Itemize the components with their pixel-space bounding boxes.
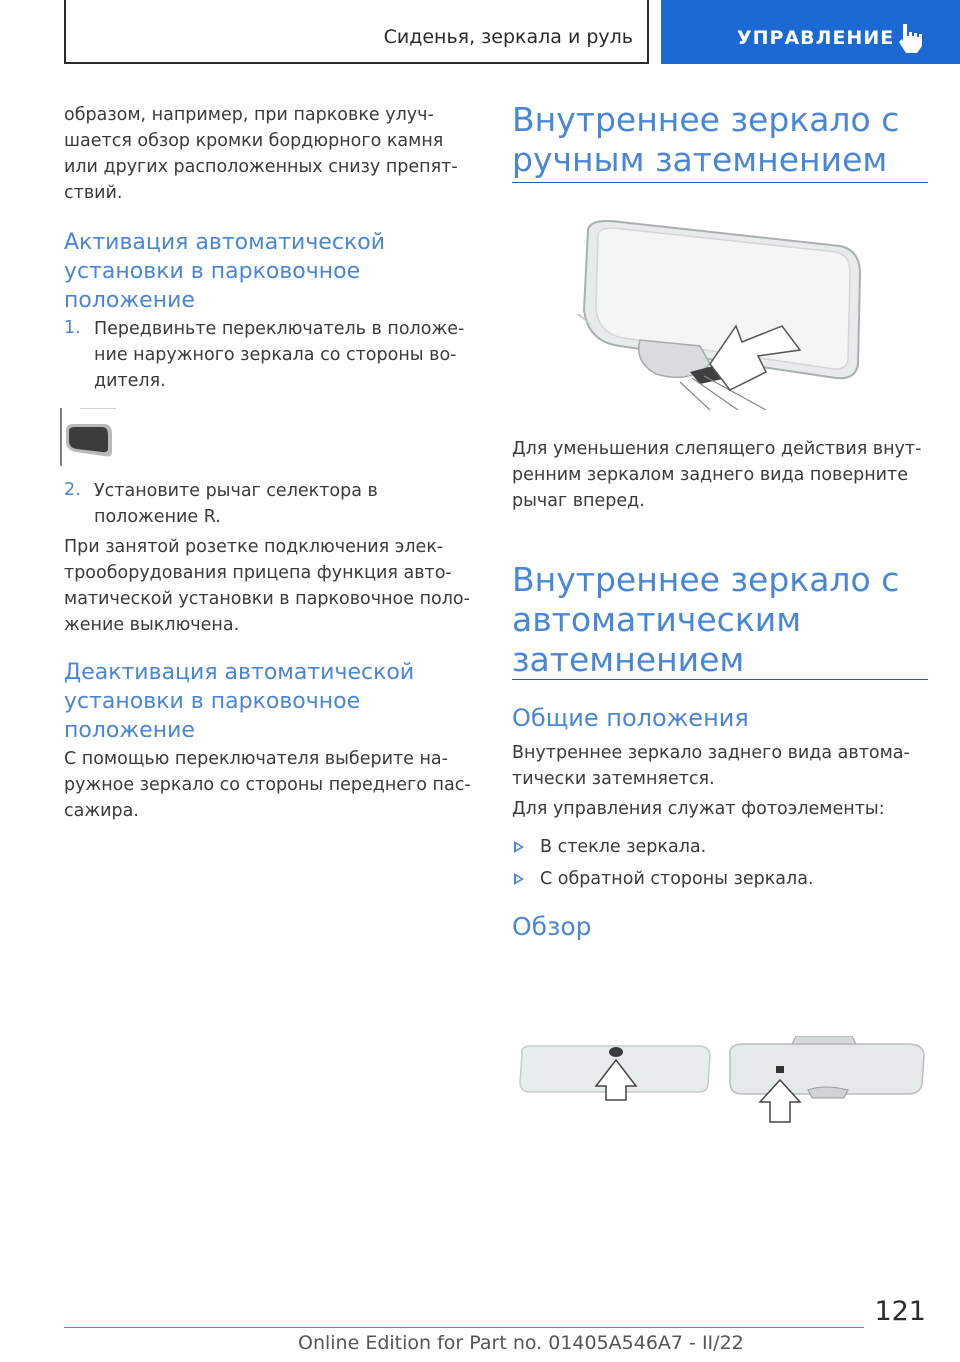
auto-mirror-front-illustration <box>512 1040 712 1130</box>
general-heading: Общие положения <box>512 704 749 732</box>
auto-mirror-heading: Внутреннее зеркало с автоматическим затемнением <box>512 560 900 679</box>
chapter-tab-label: УПРАВЛЕНИЕ <box>737 27 895 49</box>
manual-mirror-heading: Внутреннее зеркало с ручным затемнением <box>512 100 900 179</box>
intro-paragraph <box>64 102 458 206</box>
header-section-box <box>64 0 649 64</box>
section-title: Сиденья, зеркала и руль <box>383 26 633 48</box>
step-1-text: Передвиньте переключатель в положе- ние наружного зеркала со стороны во- дителя. <box>94 319 465 391</box>
intro-line: ствий. <box>64 183 123 203</box>
bullet-triangle-icon <box>514 841 524 853</box>
manual-mirror-paragraph: Для уменьшения слепящего действия внут- ренним зеркалом заднего вида поверните рычаг вперед. <box>512 439 922 511</box>
page-number: 121 <box>874 1296 926 1327</box>
manual-mirror-illustration <box>560 214 890 410</box>
intro-line: образом, например, при парковке улуч- <box>64 105 434 125</box>
step-2-text: Установите рычаг селектора в положение R. <box>94 481 378 527</box>
activation-heading: Активация автоматической установки в парковочное положение <box>64 230 385 313</box>
bullet-item: В стекле зеркала. <box>540 837 707 857</box>
bullet-item: С обратной стороны зеркала. <box>540 869 814 889</box>
deactivation-heading: Деактивация автоматической установки в парковочное положение <box>64 660 415 743</box>
auto-mirror-back-illustration <box>724 1036 928 1130</box>
step-1-number: 1. <box>64 318 81 338</box>
intro-line: шается обзор кромки бордюрного камня <box>64 131 444 151</box>
mirror-switch-illustration <box>60 408 116 466</box>
chapter-tab[interactable] <box>661 0 960 64</box>
step-2-number: 2. <box>64 480 81 500</box>
bullet-triangle-icon <box>514 873 524 885</box>
general-paragraph: Внутреннее зеркало заднего вида автома- тически затемняется. <box>512 743 910 789</box>
overview-heading: Обзор <box>512 912 592 941</box>
edition-footer: Online Edition for Part no. 01405A546A7 - II/22 <box>298 1332 744 1354</box>
note-paragraph: При занятой розетке подключения элек- трооборудования прицепа функция авто- матической установки в парковочное поло- жение выключена. <box>64 537 470 635</box>
intro-line: или других расположенных снизу препят- <box>64 157 458 177</box>
hand-pointer-icon <box>897 22 923 54</box>
heading-rule <box>512 182 928 183</box>
photo-intro: Для управления служат фотоэлементы: <box>512 799 885 819</box>
heading-rule <box>512 679 928 680</box>
deactivation-paragraph: С помощью переключателя выберите на- ружное зеркало со стороны переднего пас- сажира. <box>64 749 471 821</box>
footer-rule <box>64 1327 864 1328</box>
